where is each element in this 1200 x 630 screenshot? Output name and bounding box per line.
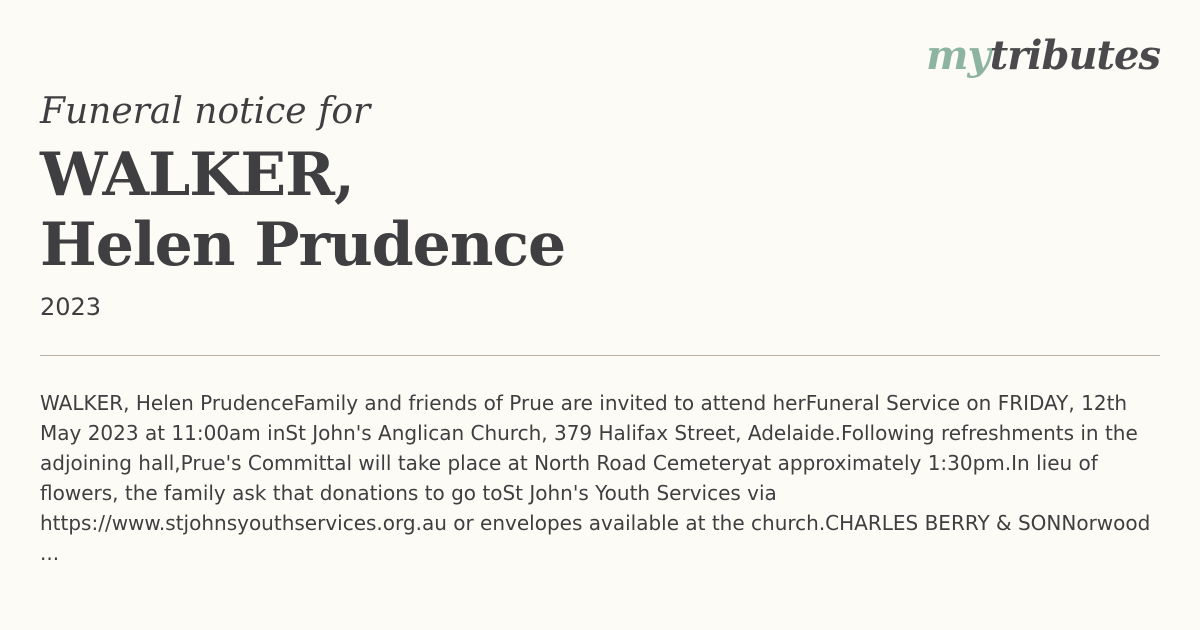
notice-eyebrow: Funeral notice for [40, 91, 371, 132]
logo-part-tributes: tributes [989, 32, 1160, 79]
notice-body [40, 388, 1160, 568]
divider [40, 355, 1160, 356]
logo-part-my: my [926, 32, 990, 79]
notice-ellipsis: ... [40, 541, 60, 565]
notice-header [40, 90, 940, 322]
mytributes-logo[interactable] [926, 32, 1160, 79]
notice-text: WALKER, Helen PrudenceFamily and friends of Prue are invited to attend herFuneral Service on FRIDAY, 12th May 2023 at 11:00am inSt John's Anglican Church, 379 Halifax Street, Adelaide.Following refreshments in the adjoining hall,Prue's Committal will take place at North Road Cemeteryat approximately 1:30pm.In lieu of flowers, the family ask that donations to go toSt John's Youth Services via https://www.stjohnsyouthservices.org.au or envelopes available at the church.CHARLES BERRY & SONNorwood [40, 391, 1151, 535]
notice-year: 2023 [40, 293, 102, 321]
deceased-name [40, 140, 940, 280]
deceased-given-names: Helen Prudence [40, 210, 566, 280]
deceased-surname: WALKER, [40, 140, 354, 210]
